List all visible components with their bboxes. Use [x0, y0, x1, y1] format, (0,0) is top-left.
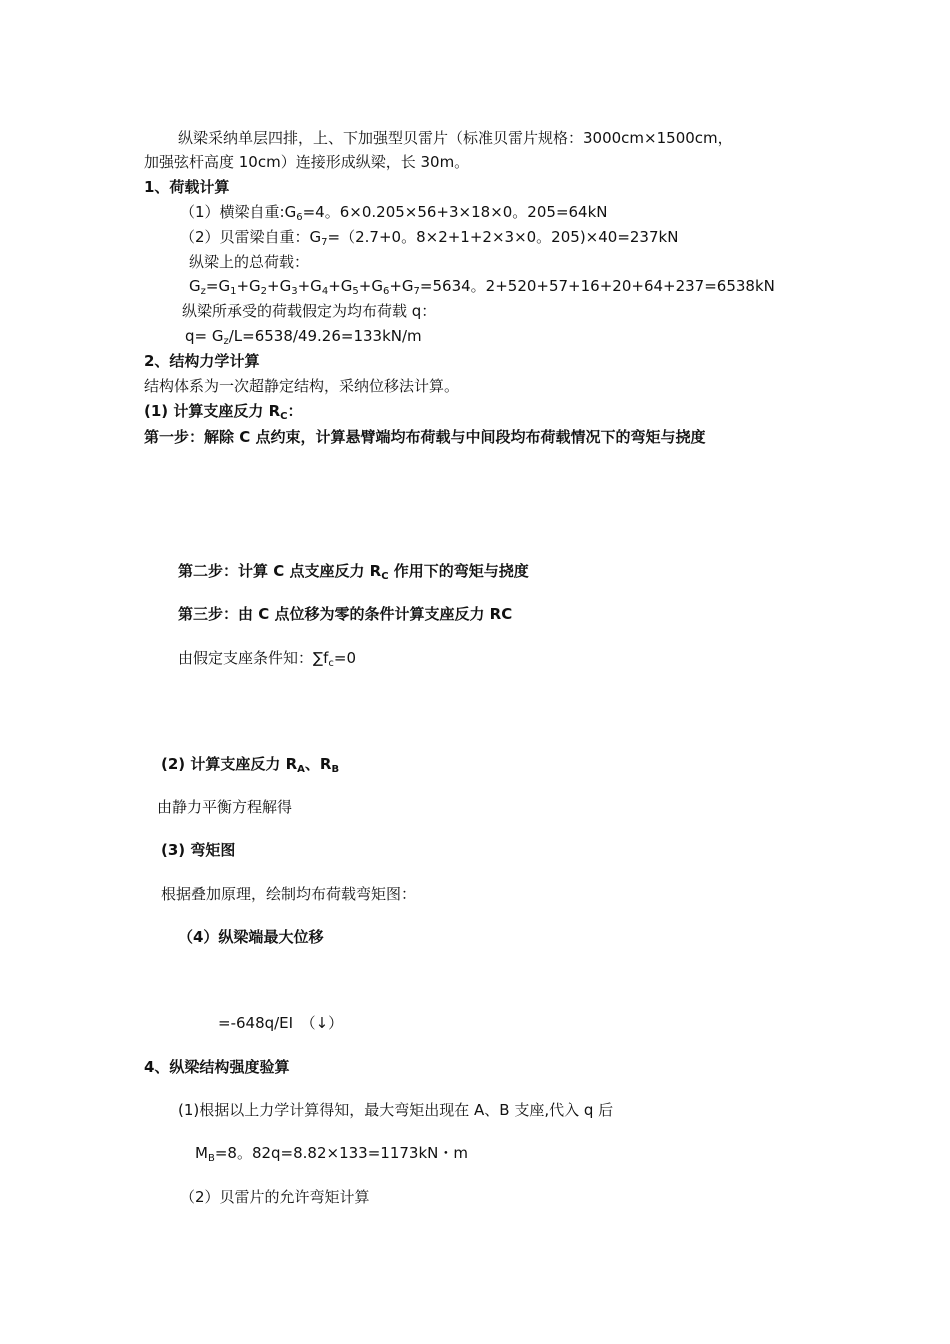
max-displacement-heading: （4）纵梁端最大位移	[178, 928, 324, 946]
step-1: 第一步：解除 C 点约束，计算悬臂端均布荷载与中间段均布荷载情况下的弯矩与挠度	[144, 428, 706, 446]
uniform-load-assumption: 纵梁所承受的荷载假定为均布荷载 q：	[182, 302, 437, 320]
allowable-moment-heading: （2）贝雷片的允许弯矩计算	[180, 1188, 370, 1206]
section-4-heading: 4、纵梁结构强度验算	[144, 1058, 290, 1076]
bailey-beam-weight: （2）贝雷梁自重：$G_7=(2.7+0$。8×2+1+2×3×0。205)×40=237kN	[180, 228, 679, 248]
moment-diagram-heading: (3) 弯矩图	[161, 841, 236, 859]
max-moment-text: (1)根据以上力学计算得知，最大弯矩出现在 A、B 支座,代入 q 后	[178, 1101, 614, 1119]
max-moment-formula: $M_B=8$。82q=8.82×133=1173kN・m	[195, 1144, 468, 1164]
step-2: 第二步：计算 C 点支座反力 $R_C$ 作用下的弯矩与挠度	[178, 562, 529, 582]
superposition-text: 根据叠加原理，绘制均布荷载弯矩图：	[161, 885, 417, 903]
structure-description: 结构体系为一次超静定结构，采纳位移法计算。	[144, 377, 460, 395]
support-reaction-ab-heading: (2) 计算支座反力 $R_A$、$R_B$	[161, 755, 340, 775]
crossbeam-weight: （1）横梁自重$:G_6=4$。6×0.205×56+3×18×0。205=64kN	[180, 203, 608, 223]
uniform-load-formula: $q= G_z/L=6538/49.26=133kN/m$	[185, 327, 422, 347]
intro-line-2: 加强弦杆高度 10cm）连接形成纵梁，长 30m。	[144, 153, 470, 171]
support-condition: 由假定支座条件知：$\sum f_c=0$	[178, 649, 357, 669]
max-displacement-formula: =-648q/EI （↓）	[218, 1014, 344, 1032]
intro-line-1: 纵梁采纳单层四排，上、下加强型贝雷片（标准贝雷片规格：3000cm×1500cm，	[178, 129, 733, 147]
support-reaction-c-heading: (1) 计算支座反力 $R_C$：	[144, 402, 303, 422]
total-load-label: 纵梁上的总荷载：	[189, 253, 310, 271]
step-3: 第三步：由 C 点位移为零的条件计算支座反力 RC	[178, 605, 513, 623]
static-equilibrium-text: 由静力平衡方程解得	[157, 798, 293, 816]
section-1-heading: 1、荷载计算	[144, 178, 230, 196]
section-2-heading: 2、结构力学计算	[144, 352, 260, 370]
total-load-formula: $G_z=G_1+G_2+G_3+G_4+G_5+G_6+G_7=5634$。2+520+57+16+20+64+237=6538kN	[189, 277, 775, 297]
